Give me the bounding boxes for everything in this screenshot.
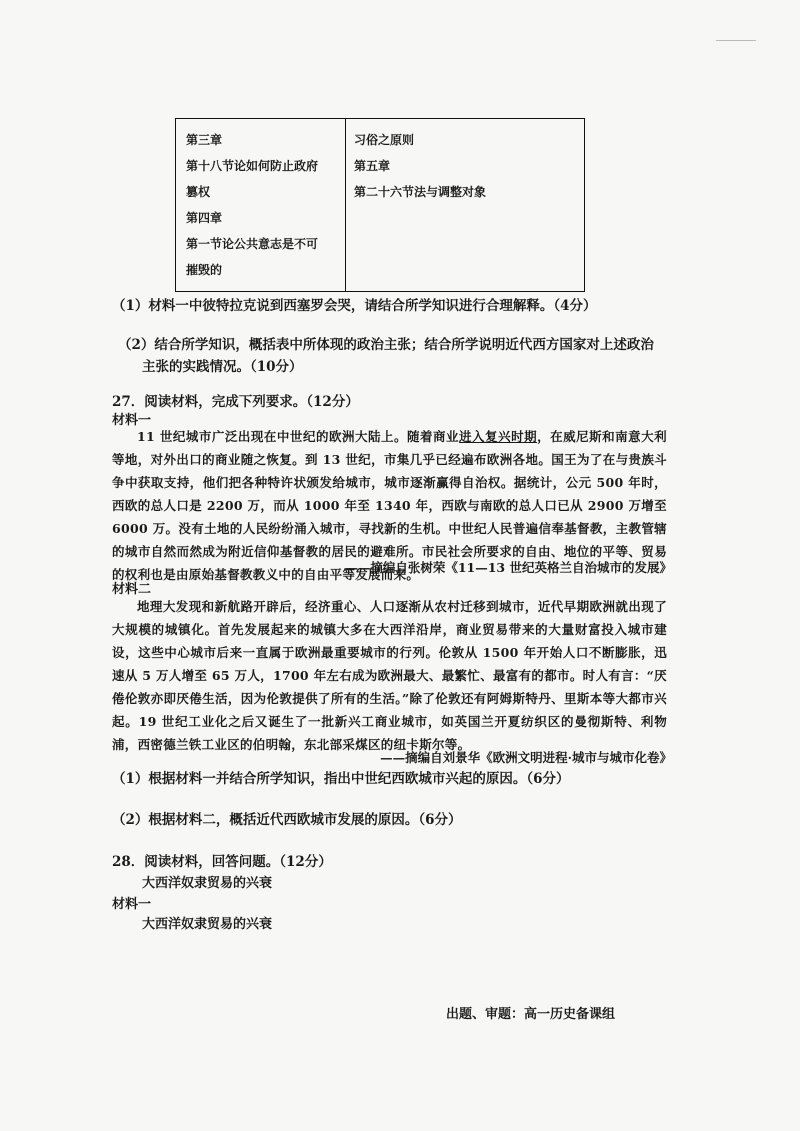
- constitution-table: [175, 118, 585, 292]
- table-cell: 第十八节论如何防止政府: [186, 159, 319, 173]
- scan-mark: [716, 40, 756, 41]
- q28-material1-label: 材料一: [112, 897, 152, 912]
- q27-sub1: （1）根据材料一并结合所学知识，指出中世纪西欧城市兴起的原因。（6分）: [112, 771, 570, 787]
- table-cell: 摧毁的: [186, 263, 223, 277]
- q26-sub2-line1: （2）结合所学知识，概括表中所体现的政治主张；结合所学说明近代西方国家对上述政治: [118, 337, 654, 353]
- q27-material2-text: 地理大发现和新航路开辟后，经济重心、人口逐渐从农村迁移到城市，近代早期欧洲就出现了大规模的城镇化。首先发展起来的城镇大多在大西洋沿岸，商业贸易带来的大量财富投入城市建设，这些中心城市后来一直属于欧洲最重要城市的行列。伦敦从 1500 年开始人口不断膨胀，迅速从 5 万人增至 65 万人，1700 年左右成为欧洲最大、最繁忙、最富有的都市。时人有言：“厌倦伦敦亦即厌倦生活，因为伦敦提供了所有的生活。”除了伦敦还有阿姆斯特丹、里斯本等大都市兴起。19 世纪工业化之后又诞生了一批新兴工商业城市，如英国兰开夏纺织区的曼彻斯特、利物浦，西密德兰铁工业区的伯明翰，东北部采煤区的纽卡斯尔等。: [112, 599, 667, 752]
- q27-material1-label: 材料一: [112, 413, 152, 428]
- q27-material2-source: ——摘编自刘景华《欧洲文明进程·城市与城市化卷》: [380, 750, 672, 765]
- table-cell: 第四章: [186, 211, 223, 225]
- q27-heading: 27．阅读材料，完成下列要求。（12分）: [112, 394, 359, 410]
- table-cell: 第三章: [186, 133, 223, 147]
- q27-material2-label: 材料二: [112, 582, 152, 597]
- q27-material1-text: 11 世纪城市广泛出现在中世纪的欧洲大陆上。随着商业进入复兴时期，在威尼斯和南意大利等地，对外出口的商业随之恢复。到 13 世纪，市集几乎已经遍布欧洲各地。国王为了在与贵族斗争中获取支持，他们把各种特许状颁发给城市，城市逐渐赢得自治权。据统计，公元 500 年时，西欧的总人口是 2200 万，而从 1000 年至 1340 年，西欧与南欧的总人口已从 2900 万增至 6000 万。没有土地的人民纷纷涌入城市，寻找新的生机。中世纪人民普遍信奉基督教，主教管辖的城市自然而然成为附近信仰基督教的居民的避难所。市民社会所要求的自由、地位的平等、贸易的权利也是由原始基督教教义中的自由平等发展而来。: [112, 429, 667, 582]
- table-right-column: [346, 119, 584, 291]
- q27-material1-source: ——摘编自张树荣《11—13 世纪英格兰自治城市的发展》: [345, 560, 672, 575]
- table-cell: 第一节论公共意志是不可: [186, 237, 319, 251]
- footer-credit: 出题、审题：高一历史备课组: [446, 1007, 616, 1022]
- table-cell: 第五章: [354, 159, 391, 173]
- q28-material1-text: 大西洋奴隶贸易的兴衰: [142, 917, 273, 932]
- q26-sub1: （1）材料一中彼特拉克说到西塞罗会哭，请结合所学知识进行合理解释。（4分）: [112, 298, 597, 314]
- q27-sub2: （2）根据材料二，概括近代西欧城市发展的原因。（6分）: [112, 812, 462, 828]
- q28-subtitle: 大西洋奴隶贸易的兴衰: [142, 876, 273, 891]
- table-cell: 篡权: [186, 185, 211, 199]
- q26-sub2-line2: 主张的实践情况。（10分）: [142, 359, 303, 375]
- table-cell: 习俗之原则: [354, 133, 415, 147]
- table-cell: 第二十六节法与调整对象: [354, 185, 487, 199]
- table-left-column: [176, 119, 346, 291]
- underlined-phrase: 进入复兴时期: [459, 429, 538, 444]
- q28-heading: 28．阅读材料，回答问题。（12分）: [112, 854, 332, 870]
